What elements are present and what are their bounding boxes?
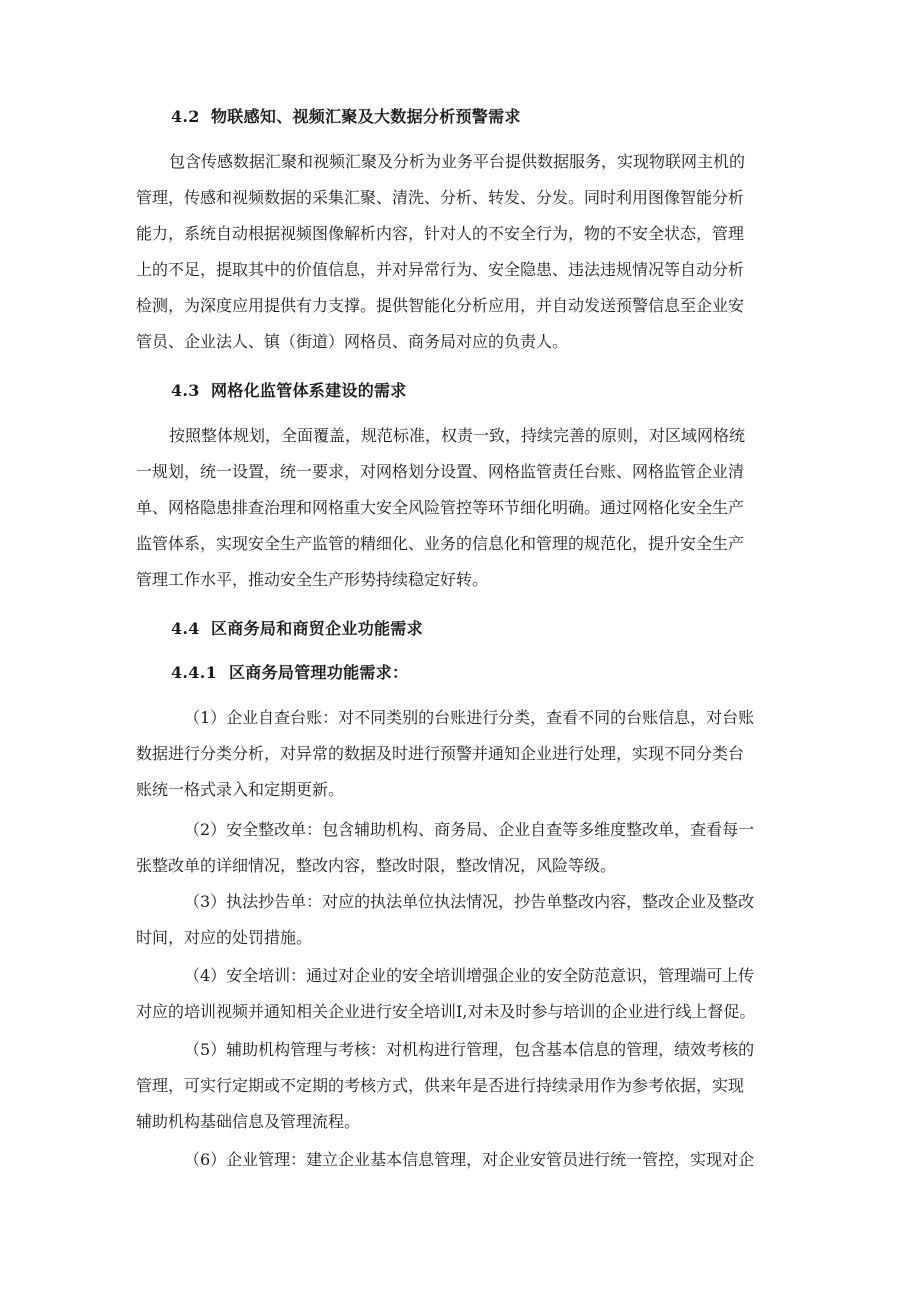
paragraph-line: 检测，为深度应用提供有力支撑。提供智能化分析应用，并自动发送预警信息至企业安: [136, 296, 745, 315]
section-number: 4.3: [171, 381, 200, 400]
list-item-line: 辅助机构基础信息及管理流程。: [136, 1112, 361, 1131]
list-item-line: 对应的培训视频并通知相关企业进行安全培训I,对未及时参与培训的企业进行线上督促。: [136, 1002, 756, 1021]
paragraph-line: 单、网格隐患排查治理和网格重大安全风险管控等环节细化明确。通过网格化安全生产: [136, 498, 745, 517]
list-item-line: 数据进行分类分析，对异常的数据及时进行预警并通知企业进行处理，实现不同分类台: [136, 744, 745, 763]
list-item-line: （5）辅助机构管理与考核：对机构进行管理，包含基本信息的管理，绩效考核的: [184, 1040, 755, 1059]
list-item-line: （3）执法抄告单：对应的执法单位执法情况，抄告单整改内容，整改企业及整改: [184, 892, 755, 911]
paragraph-line: 管理，传感和视频数据的采集汇聚、清洗、分析、转发、分发。同时利用图像智能分析: [136, 188, 745, 207]
section-title: 区商务局管理功能需求：: [229, 663, 409, 682]
list-item-line: （1）企业自查台账：对不同类别的台账进行分类，查看不同的台账信息，对台账: [184, 708, 755, 727]
paragraph-line: 上的不足，提取其中的价值信息，并对异常行为、安全隐患、违法违规情况等自动分析: [136, 260, 745, 279]
section-title: 区商务局和商贸企业功能需求: [211, 619, 423, 638]
list-item-line: 账统一格式录入和定期更新。: [136, 780, 345, 799]
list-item-line: 时间，对应的处罚措施。: [136, 928, 313, 947]
list-item-line: 张整改单的详细情况，整改内容，整改时限，整改情况，风险等级。: [136, 856, 617, 875]
paragraph-line: 监管体系，实现安全生产监管的精细化、业务的信息化和管理的规范化，提升安全生产: [136, 534, 745, 553]
section-heading-4-4-1: [171, 660, 408, 683]
section-title: 网格化监管体系建设的需求: [211, 381, 407, 400]
section-title: 物联感知、视频汇聚及大数据分析预警需求: [211, 107, 521, 126]
list-item-line: （2）安全整改单：包含辅助机构、商务局、企业自查等多维度整改单，查看每一: [184, 820, 755, 839]
paragraph-line: 能力，系统自动根据视频图像解析内容，针对人的不安全行为，物的不安全状态，管理: [136, 224, 745, 243]
section-number: 4.4.1: [171, 663, 218, 682]
list-item-line: （4）安全培训：通过对企业的安全培训增强企业的安全防范意识，管理端可上传: [184, 966, 755, 985]
section-number: 4.4: [171, 619, 200, 638]
section-heading-4-3: [171, 378, 407, 401]
paragraph-line: 按照整体规划，全面覆盖，规范标准，权责一致，持续完善的原则，对区域网格统: [169, 426, 746, 445]
section-heading-4-2: [171, 104, 521, 127]
paragraph-line: 管理工作水平，推动安全生产形势持续稳定好转。: [136, 570, 489, 589]
section-heading-4-4: [171, 616, 423, 639]
list-item-line: （6）企业管理：建立企业基本信息管理，对企业安管员进行统一管控，实现对企: [184, 1150, 755, 1169]
paragraph-line: 包含传感数据汇聚和视频汇聚及分析为业务平台提供数据服务，实现物联网主机的: [169, 152, 746, 171]
section-number: 4.2: [171, 107, 200, 126]
list-item-line: 管理，可实行定期或不定期的考核方式，供来年是否进行持续录用作为参考依据，实现: [136, 1076, 745, 1095]
paragraph-line: 一规划，统一设置，统一要求，对网格划分设置、网格监管责任台账、网格监管企业清: [136, 462, 745, 481]
paragraph-line: 管员、企业法人、镇（街道）网格员、商务局对应的负责人。: [136, 332, 569, 351]
